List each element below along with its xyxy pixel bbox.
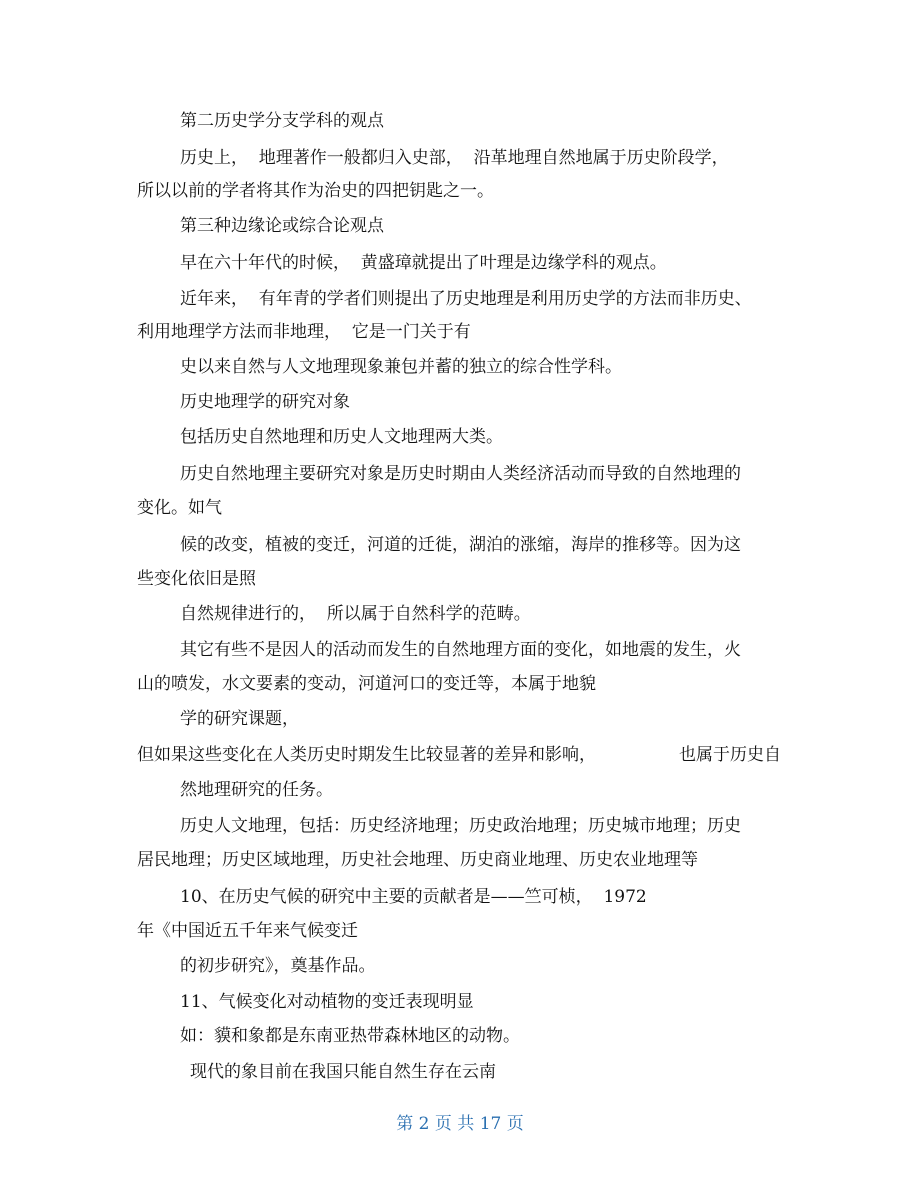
text-line: 些变化依旧是照 [137, 569, 256, 589]
text-line: 其它有些不是因人的活动而发生的自然地理方面的变化，如地震的发生，火 [180, 640, 741, 660]
text-line: 所以以前的学者将其作为治史的四把钥匙之一。 [137, 181, 494, 201]
text-line: 山的喷发，水文要素的变动，河道河口的变迁等，本属于地貌 [137, 674, 596, 694]
text-line: 历史人文地理，包括：历史经济地理；历史政治地理；历史城市地理；历史 [180, 816, 741, 836]
text-line: 如：貘和象都是东南亚热带森林地区的动物。 [180, 1026, 520, 1046]
text-line: 第三种边缘论或综合论观点 [180, 216, 384, 236]
text-line: 学的研究课题， [180, 709, 299, 729]
text-line: 10、在历史气候的研究中主要的贡献者是——竺可桢， 1972 [180, 887, 647, 907]
page-number-footer: 第 2 页 共 17 页 [396, 1114, 524, 1134]
text-line: 的初步研究》，奠基作品。 [180, 956, 376, 976]
text-line: 候的改变，植被的变迁，河道的迁徙，湖泊的涨缩，海岸的推移等。因为这 [180, 535, 741, 555]
text-line: 史以来自然与人文地理现象兼包并蓄的独立的综合性学科。 [180, 357, 622, 377]
text-line: 但如果这些变化在人类历史时期发生比较显著的差异和影响， [137, 745, 596, 765]
text-line: 变化。如气 [137, 498, 222, 518]
text-line: 利用地理学方法而非地理， 它是一门关于有 [137, 322, 471, 342]
text-line: 第二历史学分支学科的观点 [180, 111, 384, 131]
text-line: 也属于历史自 [679, 745, 781, 765]
text-line: 然地理研究的任务。 [180, 780, 333, 800]
text-line: 历史上， 地理著作一般都归入史部， 沿革地理自然地属于历史阶段学， [180, 148, 729, 168]
text-line: 包括历史自然地理和历史人文地理两大类。 [180, 427, 503, 447]
text-line: 历史地理学的研究对象 [180, 392, 350, 412]
text-line: 早在六十年代的时候， 黄盛璋就提出了叶理是边缘学科的观点。 [180, 253, 667, 273]
text-line: 11、气候变化对动植物的变迁表现明显 [180, 992, 474, 1012]
text-line: 近年来， 有年青的学者们则提出了历史地理是利用历史学的方法而非历史、 [180, 289, 752, 309]
text-line: 年《中国近五千年来气候变迁 [137, 921, 358, 941]
text-line: 历史自然地理主要研究对象是历史时期由人类经济活动而导致的自然地理的 [180, 464, 741, 484]
text-line: 居民地理；历史区域地理，历史社会地理、历史商业地理、历史农业地理等 [137, 850, 698, 870]
text-line: 自然规律进行的， 所以属于自然科学的范畴。 [180, 604, 531, 624]
text-line: 现代的象目前在我国只能自然生存在云南 [190, 1062, 496, 1082]
